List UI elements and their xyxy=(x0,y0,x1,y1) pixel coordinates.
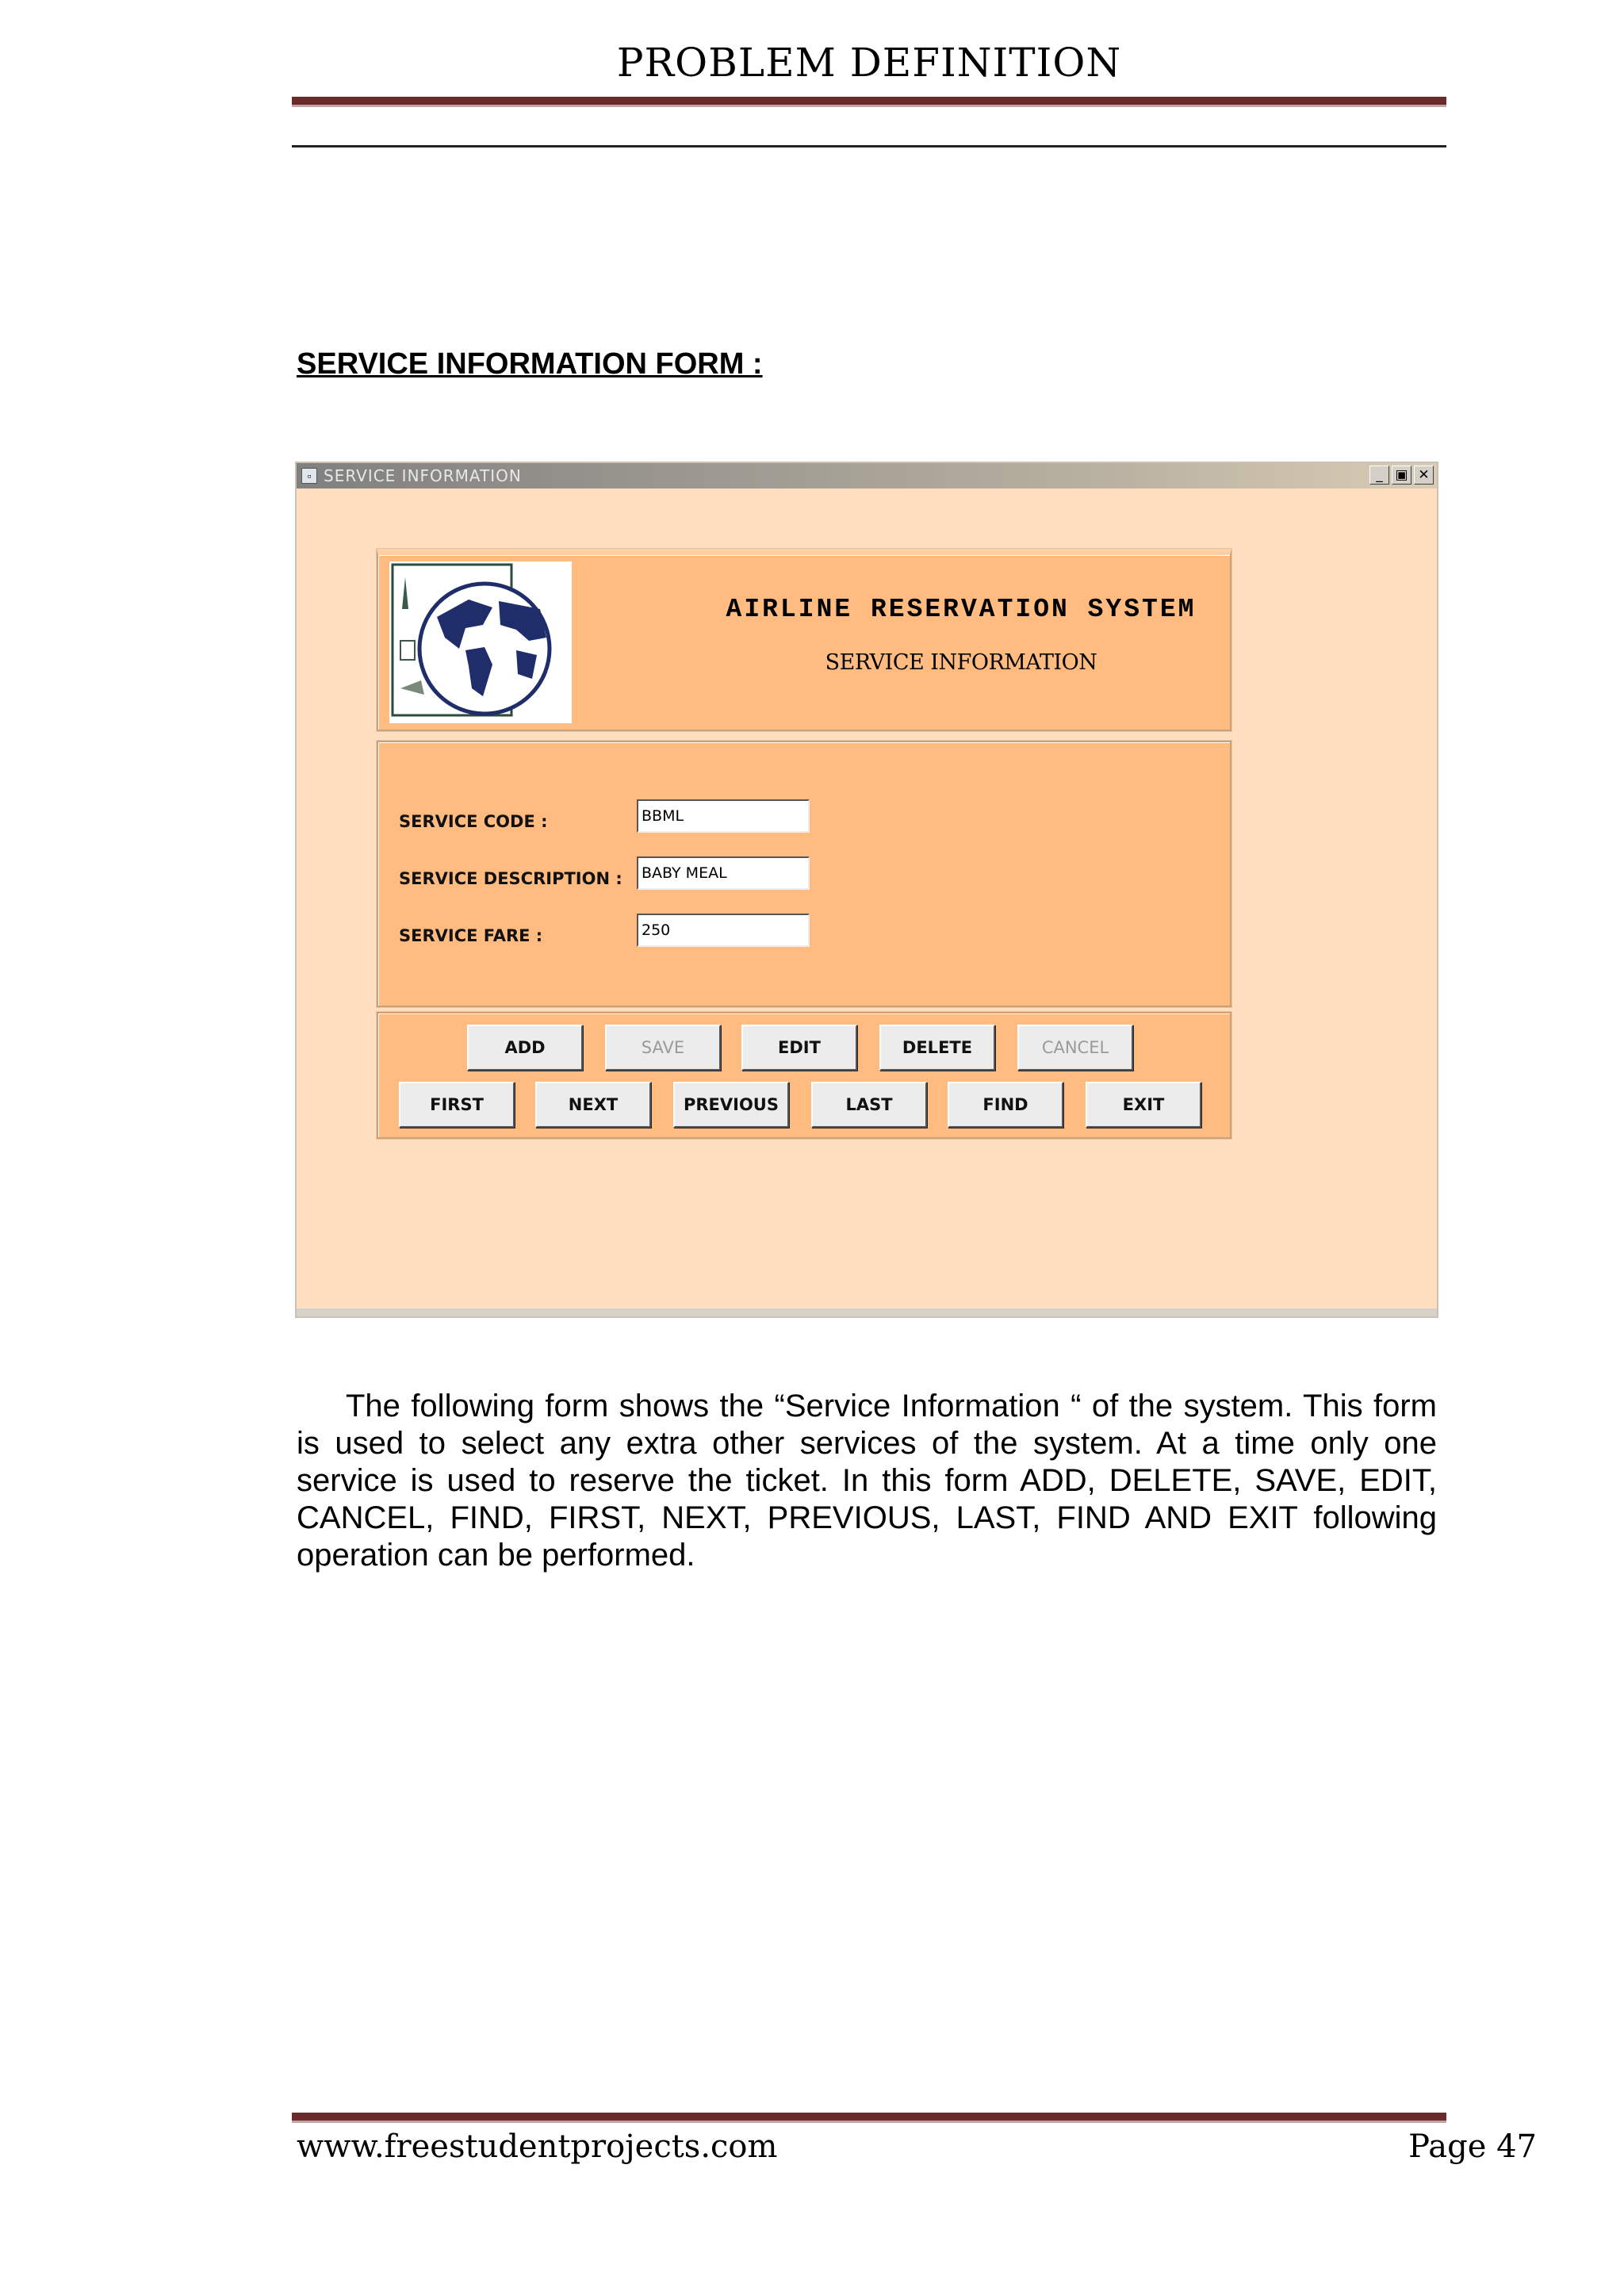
previous-button[interactable]: PREVIOUS xyxy=(673,1082,789,1128)
window-app-icon: ▫ xyxy=(301,468,317,484)
description-paragraph: The following form shows the “Service Information “ of the system. This form is used to select any extra other services of the system. At a time only one service is used to reserve the ticket. In this form ADD, DELETE, SAVE, EDIT, CANCEL, FIND, FIRST, NEXT, PREVIOUS, LAST, FIND AND EXIT following operation can be performed. xyxy=(297,1389,1437,1573)
minimize-button[interactable]: _ xyxy=(1369,466,1389,485)
first-button[interactable]: FIRST xyxy=(399,1082,515,1128)
find-button[interactable]: FIND xyxy=(948,1082,1063,1128)
footer-divider-bar xyxy=(292,2113,1446,2123)
actions-panel xyxy=(377,1012,1231,1139)
globe-logo xyxy=(389,561,572,723)
form-subtitle: SERVICE INFORMATION xyxy=(825,650,1097,675)
header-divider-bar xyxy=(292,97,1446,107)
service-description-label: SERVICE DESCRIPTION : xyxy=(399,869,622,888)
edit-button[interactable]: EDIT xyxy=(741,1025,857,1071)
close-button[interactable]: ✕ xyxy=(1414,466,1434,485)
restore-button[interactable]: ▣ xyxy=(1392,466,1411,485)
add-button[interactable]: ADD xyxy=(467,1025,583,1071)
window-bottom-edge xyxy=(297,1308,1437,1316)
delete-button[interactable]: DELETE xyxy=(879,1025,995,1071)
service-fare-input[interactable] xyxy=(637,914,810,947)
window-titlebar[interactable] xyxy=(297,463,1437,489)
service-information-window xyxy=(295,462,1438,1318)
page-header-title: PROBLEM DEFINITION xyxy=(616,40,1122,86)
window-title: SERVICE INFORMATION xyxy=(324,466,522,485)
save-button[interactable]: SAVE xyxy=(605,1025,721,1071)
service-code-label: SERVICE CODE : xyxy=(399,812,548,831)
cancel-button[interactable]: CANCEL xyxy=(1017,1025,1133,1071)
header-divider-line xyxy=(292,145,1446,148)
footer-page-number: Page 47 xyxy=(1408,2128,1537,2165)
service-fare-label: SERVICE FARE : xyxy=(399,926,543,945)
fields-panel xyxy=(377,741,1231,1007)
last-button[interactable]: LAST xyxy=(811,1082,927,1128)
exit-button[interactable]: EXIT xyxy=(1086,1082,1201,1128)
next-button[interactable]: NEXT xyxy=(535,1082,651,1128)
footer-url: www.freestudentprojects.com xyxy=(297,2128,778,2165)
service-code-input[interactable] xyxy=(637,799,810,833)
section-title: SERVICE INFORMATION FORM : xyxy=(297,347,763,381)
system-title: AIRLINE RESERVATION SYSTEM xyxy=(726,595,1197,624)
banner-panel xyxy=(377,549,1231,731)
service-description-input[interactable] xyxy=(637,856,810,890)
